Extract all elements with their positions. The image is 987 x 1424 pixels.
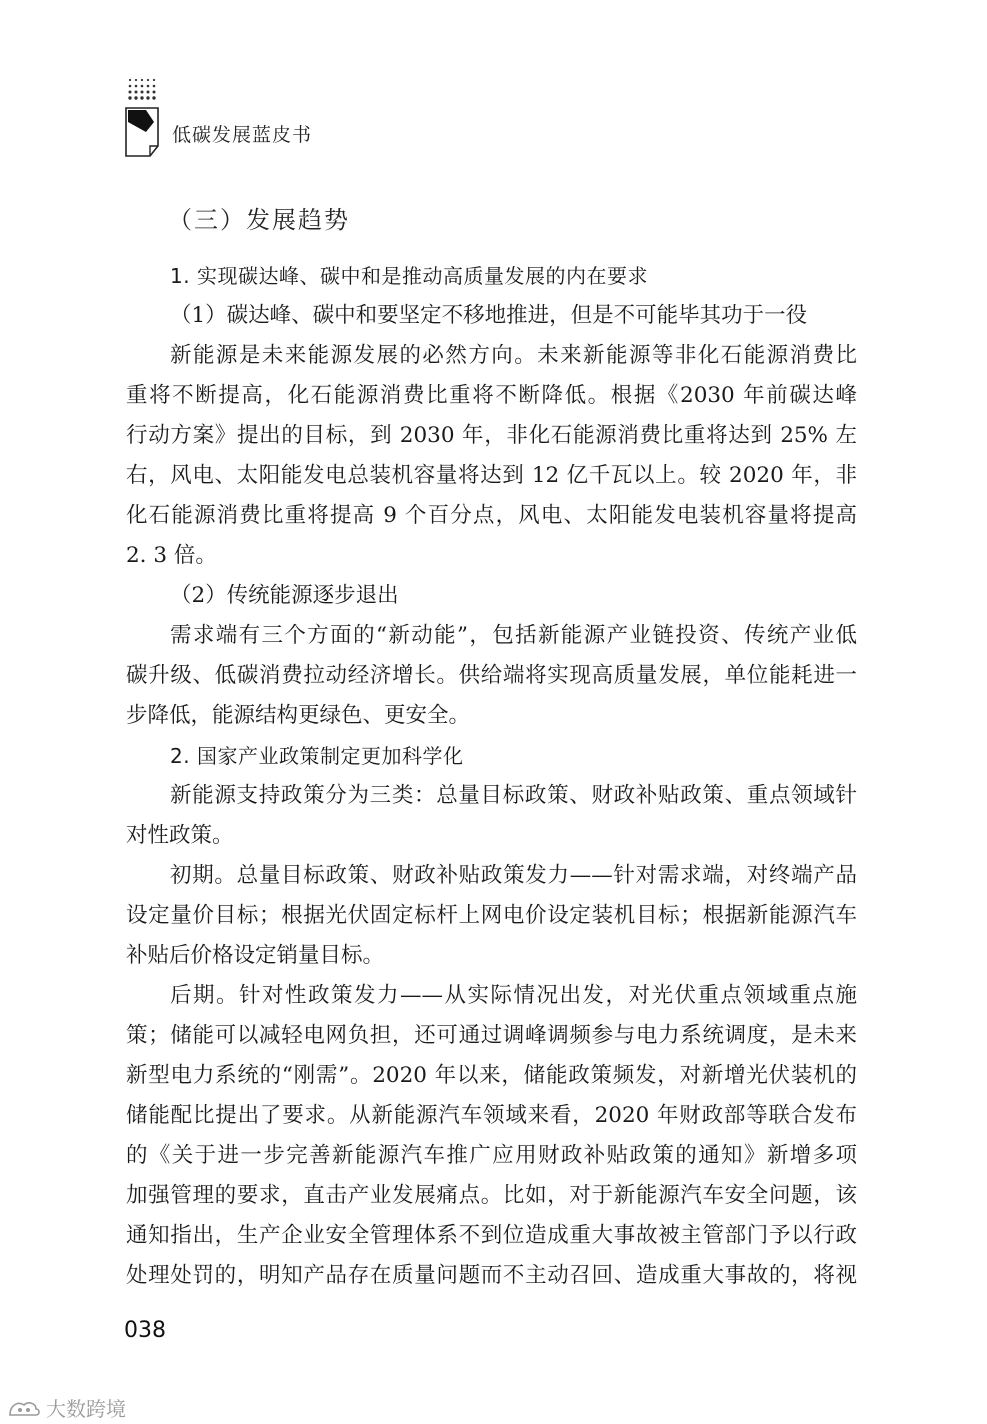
paragraph-line: 化石能源消费比重将提高 9 个百分点，风电、太阳能发电装机容量将提高	[126, 503, 857, 528]
paragraph-line: 新能源是未来能源发展的必然方向。未来新能源等非化石能源消费比	[170, 343, 857, 368]
paragraph-line: 设定量价目标；根据光伏固定标杆上网电价设定装机目标；根据新能源汽车	[126, 903, 857, 928]
paragraph-line: 的《关于进一步完善新能源汽车推广应用财政补贴政策的通知》新增多项	[126, 1143, 857, 1168]
book-corner-icon	[124, 76, 160, 160]
subheading-1: （1）碳达峰、碳中和要坚定不移地推进，但是不可能毕其功于一役	[170, 303, 808, 328]
paragraph-line: 行动方案》提出的目标，到 2030 年，非化石能源消费比重将达到 25% 左	[126, 423, 857, 448]
paragraph-line: 右，风电、太阳能发电总装机容量将达到 12 亿千瓦以上。较 2020 年，非	[126, 463, 857, 488]
paragraph-line: 策；储能可以减轻电网负担，还可通过调峰调频参与电力系统调度，是未来	[126, 1023, 857, 1048]
paragraph-line: 处理处罚的，明知产品存在质量问题而不主动召回、造成重大事故的，将视	[126, 1263, 857, 1288]
subheading-2: （2）传统能源逐步退出	[170, 583, 399, 608]
section-title: （三）发展趋势	[168, 206, 350, 234]
body-text	[126, 256, 857, 1296]
paragraph-line: 碳升级、低碳消费拉动经济增长。供给端将实现高质量发展，单位能耗进一	[126, 663, 857, 688]
watermark-text: 大数跨境	[46, 1397, 126, 1421]
paragraph-line: 新型电力系统的“刚需”。2020 年以来，储能政策频发，对新增光伏装机的	[126, 1063, 857, 1088]
paragraph-line: 重将不断提高，化石能源消费比重将不断降低。根据《2030 年前碳达峰	[126, 383, 857, 408]
watermark	[6, 1393, 126, 1422]
paragraph-line: 步降低，能源结构更绿色、更安全。	[126, 703, 471, 728]
paragraph-line: 后期。针对性政策发力——从实际情况出发，对光伏重点领域重点施	[170, 983, 857, 1008]
paragraph-line: 通知指出，生产企业安全管理体系不到位造成重大事故被主管部门予以行政	[126, 1223, 857, 1248]
paragraph-line: 新能源支持政策分为三类：总量目标政策、财政补贴政策、重点领域针	[170, 783, 857, 808]
watermark-logo-icon	[6, 1397, 42, 1419]
paragraph-line: 加强管理的要求，直击产业发展痛点。比如，对于新能源汽车安全问题，该	[126, 1183, 857, 1208]
heading-1: 1. 实现碳达峰、碳中和是推动高质量发展的内在要求	[170, 264, 648, 288]
page-number: 038	[124, 1318, 166, 1343]
heading-2: 2. 国家产业政策制定更加科学化	[170, 744, 464, 768]
paragraph-line: 补贴后价格设定销量目标。	[126, 943, 385, 968]
paragraph-line: 对性政策。	[126, 823, 234, 848]
paragraph-line: 2. 3 倍。	[126, 543, 217, 568]
paragraph-line: 初期。总量目标政策、财政补贴政策发力——针对需求端，对终端产品	[170, 863, 857, 888]
paragraph-line: 需求端有三个方面的“新动能”，包括新能源产业链投资、传统产业低	[170, 623, 857, 648]
paragraph-line: 储能配比提出了要求。从新能源汽车领域来看，2020 年财政部等联合发布	[126, 1103, 857, 1128]
series-title: 低碳发展蓝皮书	[172, 124, 313, 146]
